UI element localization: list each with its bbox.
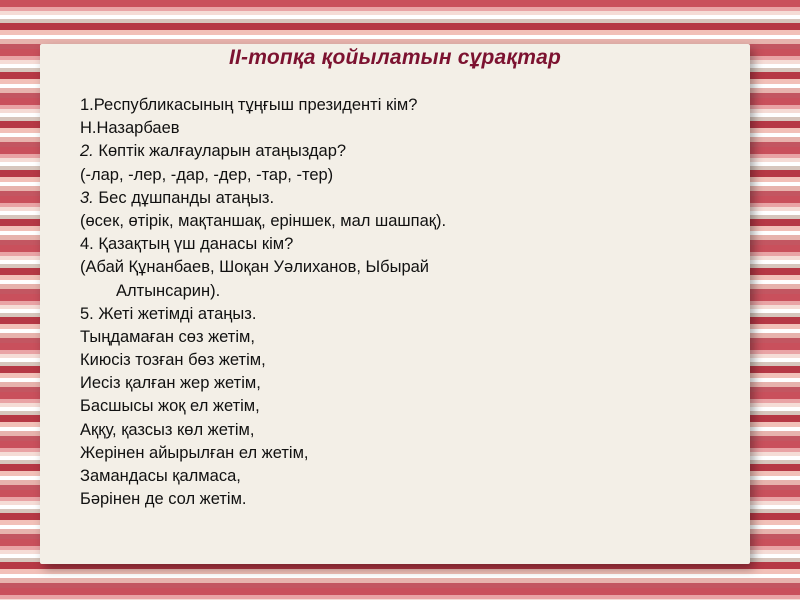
answer-4 — [80, 256, 720, 279]
question-2 — [80, 140, 720, 163]
question-1 — [80, 94, 720, 117]
line-text: Н.Назарбаев — [80, 119, 180, 138]
poem-line — [80, 419, 720, 442]
poem-line — [80, 395, 720, 418]
line-text: (Абай Құнанбаев, Шоқан Уәлиханов, Ыбырай — [80, 258, 430, 277]
line-text: Бәрінен де сол жетім. — [80, 490, 247, 509]
line-text: Аққу, қазсыз көл жетім, — [80, 420, 255, 439]
line-text: 5. Жеті жетімді атаңыз. — [80, 304, 257, 323]
poem-line — [80, 465, 720, 488]
poem-line — [80, 349, 720, 372]
line-text: Замандасы қалмаса, — [80, 467, 241, 485]
question-3 — [80, 187, 720, 210]
question-5 — [80, 303, 720, 326]
poem-line — [80, 488, 720, 511]
answer-4-continued — [80, 280, 720, 303]
answer-1 — [80, 117, 720, 140]
line-text: (өсек, өтірік, мақтаншақ, еріншек, мал шашпақ). — [80, 211, 447, 230]
answer-2 — [80, 164, 720, 187]
line-text: 4. Қазақтың үш данасы кім? — [80, 235, 294, 254]
question-number: 3. — [80, 188, 94, 207]
line-text: 1.Республикасының тұңғыш президенті кім? — [80, 96, 418, 114]
line-text: Жерінен айырылған ел жетім, — [80, 443, 309, 462]
poem-line — [80, 442, 720, 465]
line-text: (-лар, -лер, -дар, -дер, -тар, -тер) — [80, 165, 334, 184]
question-number: 2. — [80, 142, 94, 161]
poem-line — [80, 326, 720, 349]
slide-title: ІІ-топқа қойылатын сұрақтар — [228, 46, 562, 69]
slide-content-panel — [40, 44, 750, 564]
line-text: Алтынсарин). — [116, 281, 221, 300]
question-4 — [80, 233, 720, 256]
poem-line — [80, 372, 720, 395]
line-text: Басшысы жоқ ел жетім, — [80, 397, 260, 416]
line-text: Тыңдамаған сөз жетім, — [80, 327, 255, 346]
answer-3 — [80, 210, 720, 233]
line-text: Көптік жалғауларын атаңыздар? — [93, 142, 347, 161]
question-list — [80, 94, 720, 511]
line-text: Иесіз қалған жер жетім, — [80, 374, 261, 393]
line-text: Бес дұшпанды атаңыз. — [93, 188, 275, 207]
line-text: Киюсіз тозған бөз жетім, — [80, 351, 266, 370]
